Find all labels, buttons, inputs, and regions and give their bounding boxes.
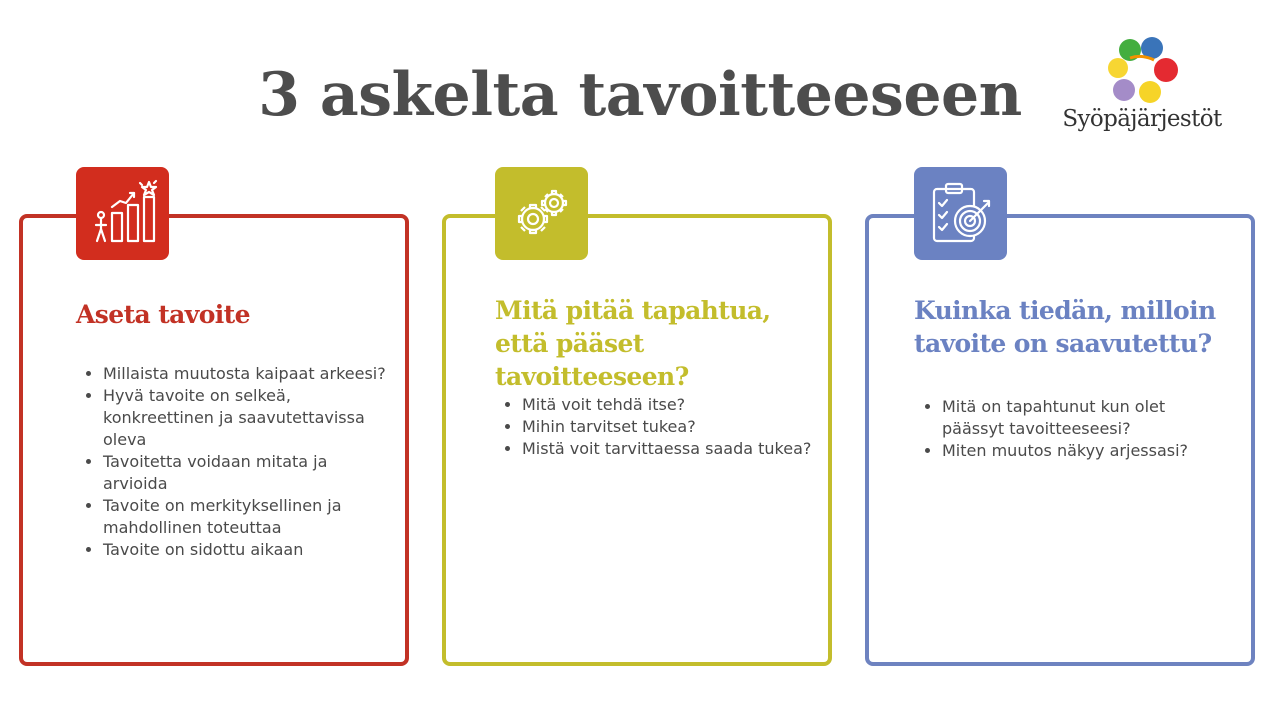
list-item: • Miten muutos näkyy arjessasi? [942, 440, 1232, 462]
page-title: 3 askelta tavoitteeseen [258, 60, 1022, 130]
gears-icon [495, 167, 588, 260]
list-item: • Tavoite on sidottu aikaan [103, 539, 393, 561]
bullet-list [498, 394, 812, 460]
list-item: • Mitä voit tehdä itse? [522, 394, 812, 416]
bullet-list [79, 363, 393, 561]
card-title: Mitä pitää tapahtua, että pääset tavoitteeseen? [495, 296, 771, 391]
list-item: • Tavoite on merkityksellinen ja mahdollinen toteuttaa [103, 495, 393, 539]
logo-text: Syöpäjärjestöt [1062, 106, 1222, 132]
bullet-list [918, 396, 1232, 462]
card-title: Aseta tavoite [76, 300, 250, 329]
list-item: • Hyvä tavoite on selkeä, konkreettinen ja saavutettavissa oleva [103, 385, 393, 451]
flower-logo-icon [1102, 36, 1182, 108]
card-title: Kuinka tiedän, milloin tavoite on saavutettu? [914, 296, 1216, 358]
clipboard-target-icon [914, 167, 1007, 260]
list-item: • Tavoitetta voidaan mitata ja arvioida [103, 451, 393, 495]
growth-chart-icon [76, 167, 169, 260]
list-item: • Millaista muutosta kaipaat arkeesi? [103, 363, 393, 385]
organization-logo [1062, 36, 1222, 140]
list-item: • Mistä voit tarvittaessa saada tukea? [522, 438, 812, 460]
list-item: • Mitä on tapahtunut kun olet päässyt tavoitteeseesi? [942, 396, 1232, 440]
list-item: • Mihin tarvitset tukea? [522, 416, 812, 438]
